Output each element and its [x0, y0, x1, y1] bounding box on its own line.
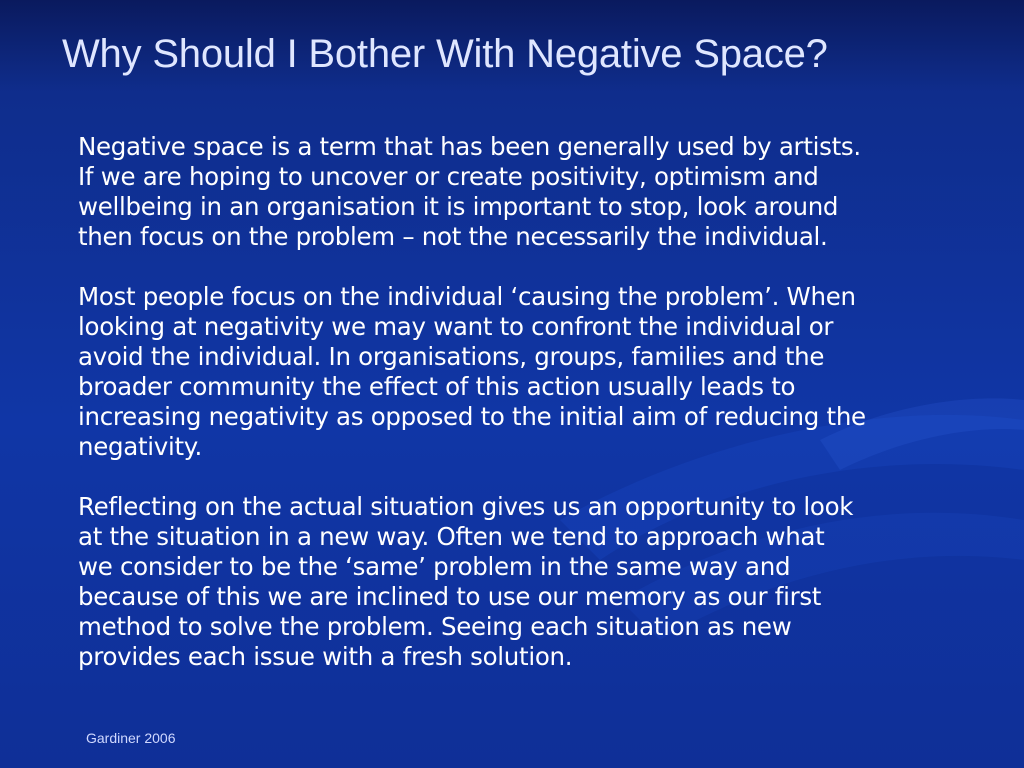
paragraph-1: Negative space is a term that has been generally used by artists. If we are hoping to uncover or create positivity, optimism and wellbeing in an organisation it is important to stop, look around then focus on the problem – not the necessarily the individual.	[78, 132, 861, 251]
footer-credit: Gardiner 2006	[86, 730, 176, 746]
paragraph-3: Reflecting on the actual situation gives us an opportunity to look at the situation in a new way. Often we tend to approach what we consider to be the ‘same’ problem in the same way and because of this we are inclined to use our memory as our first method to solve the problem. Seeing each situation as new provides each issue with a fresh solution.	[78, 492, 854, 671]
paragraph-2: Most people focus on the individual ‘causing the problem’. When looking at negativity we may want to confront the individual or avoid the individual. In organisations, groups, families and the broader community the effect of this action usually leads to increasing negativity as opposed to the initial aim of reducing the negativity.	[78, 282, 866, 461]
slide-body	[78, 132, 998, 702]
slide-title: Why Should I Bother With Negative Space?	[62, 32, 828, 76]
